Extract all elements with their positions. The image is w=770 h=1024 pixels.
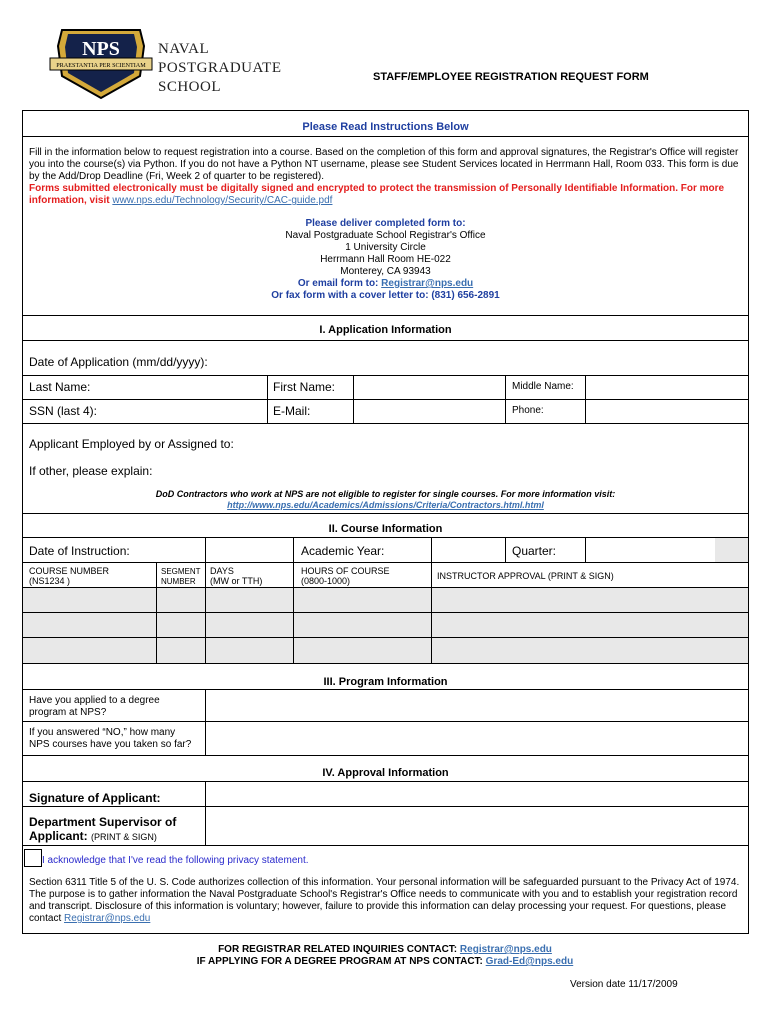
courses-taken-field[interactable] [205, 722, 748, 755]
first-name-label: First Name: [273, 380, 336, 394]
nps-crest-icon [48, 24, 154, 100]
dod-contractor-note [23, 489, 748, 511]
section3-title: III. Program Information [323, 676, 448, 688]
instructions-text [29, 147, 741, 207]
form-title: STAFF/EMPLOYEE REGISTRATION REQUEST FORM [373, 71, 649, 83]
footer-contacts [0, 944, 770, 968]
registrar-email-link[interactable]: Registrar@nps.edu [381, 278, 474, 289]
first-name-field[interactable] [353, 376, 503, 398]
privacy-acknowledgement: I acknowledge that I've read the following privacy statement. [42, 855, 309, 866]
registrar-contact-text: FOR REGISTRAR RELATED INQUIRIES CONTACT: [218, 944, 458, 955]
address-line3: Herrmann Hall Room HE-022 [320, 254, 451, 265]
col-segment-number: SEGMENT NUMBER [161, 567, 201, 586]
deliver-heading: Please deliver completed form to: [305, 218, 466, 229]
applicant-signature-label: Signature of Applicant: [29, 791, 161, 805]
footer-registrar-link[interactable]: Registrar@nps.edu [459, 944, 552, 955]
degree-question: Have you applied to a degree program at NPS? [29, 695, 160, 718]
other-explain-label: If other, please explain: [29, 464, 153, 478]
ssn-label: SSN (last 4): [29, 404, 98, 418]
registration-form [22, 110, 749, 934]
col-hours: HOURS OF COURSE (0800-1000) [301, 566, 390, 586]
applicant-signature-field[interactable] [205, 782, 748, 805]
contractors-link[interactable]: http://www.nps.edu/Academics/Admissions/Criteria/Contractors.html.html [227, 500, 544, 510]
employed-by-label: Applicant Employed by or Assigned to: [29, 437, 234, 451]
privacy-checkbox[interactable] [24, 849, 42, 867]
last-name-field[interactable] [149, 376, 267, 398]
privacy-statement: Section 6311 Title 5 of the U. S. Code authorizes collection of this information. Your personal information will be safeguarded pursuant to the Privacy Act of 1974. The purpose is to gather information the Naval Postgraduate School's Registrar's Office needs to communicate with you and to establish your registration record and transcript. Disclosure of this information is voluntary; however, failure to provide this information can delay processing your request. For questions, please contact Registrar@nps.edu [29, 877, 740, 924]
date-of-instruction-label: Date of Instruction: [29, 544, 130, 558]
course-row-1[interactable] [23, 588, 748, 612]
date-of-instruction-field[interactable] [205, 538, 293, 562]
school-name-line3: SCHOOL [158, 79, 222, 95]
course-row-3[interactable] [23, 638, 748, 663]
privacy-contact-link[interactable]: Registrar@nps.edu [64, 913, 151, 924]
middle-name-field[interactable] [585, 376, 747, 398]
delivery-info [23, 218, 748, 302]
school-name-line2: POSTGRADUATE [158, 60, 282, 76]
nps-logo [48, 24, 154, 100]
logo-text: NPS [82, 38, 120, 60]
section1-title: I. Application Information [319, 324, 452, 336]
section4-title: IV. Approval Information [322, 767, 449, 779]
instructions-heading: Please Read Instructions Below [302, 121, 469, 133]
email-field[interactable] [353, 400, 503, 422]
quarter-label: Quarter: [512, 544, 557, 558]
supervisor-label: Department Supervisor of Applicant: (PRINT & SIGN) [29, 815, 177, 843]
phone-label: Phone: [512, 405, 544, 416]
school-name-line1: NAVAL [158, 41, 210, 57]
academic-year-field[interactable] [431, 538, 503, 562]
address-line4: Monterey, CA 93943 [340, 266, 431, 277]
address-line1: Naval Postgraduate School Registrar's Office [285, 230, 486, 241]
col-instructor-approval: INSTRUCTOR APPROVAL (PRINT & SIGN) [437, 571, 614, 581]
course-row-2[interactable] [23, 613, 748, 637]
phone-field[interactable] [585, 400, 747, 422]
logo-motto: PRAESTANTIA PER SCIENTIAM [56, 62, 146, 69]
fax-instruction: Or fax form with a cover letter to: (831) 656-2891 [271, 290, 500, 301]
academic-year-label: Academic Year: [301, 544, 385, 558]
version-date: Version date 11/17/2009 [570, 979, 678, 990]
date-of-application-label: Date of Application (mm/dd/yyyy): [29, 355, 208, 369]
grad-ed-contact-text: IF APPLYING FOR A DEGREE PROGRAM AT NPS CONTACT: [196, 956, 483, 967]
email-label: E-Mail: [273, 404, 311, 418]
quarter-field[interactable] [585, 538, 715, 562]
cac-guide-link[interactable]: www.nps.edu/Technology/Security/CAC-guide.pdf [112, 195, 333, 206]
instructions-paragraph: Fill in the information below to request registration into a course. Based on the completion of this form and approval signatures, the Registrar's Office will register you into the course(s) via Python. If you do not have a Python NT username, please see Student Services located in Herrmann Hall, Room 033. This form is due by the Add/Drop Deadline (Fri, Week 2 of quarter to be registered). [29, 147, 739, 182]
email-instruction: Or email form to: [297, 278, 379, 289]
ssn-field[interactable] [149, 400, 267, 422]
courses-taken-question: If you answered “NO,” how many NPS courses have you taken so far? [29, 727, 192, 750]
col-course-number: COURSE NUMBER (NS1234 ) [29, 566, 110, 586]
footer-grad-ed-link[interactable]: Grad-Ed@nps.edu [485, 956, 574, 967]
col-days: DAYS (MW or TTH) [210, 566, 263, 586]
last-name-label: Last Name: [29, 380, 91, 394]
middle-name-label: Middle Name: [512, 381, 574, 392]
address-line2: 1 University Circle [345, 242, 426, 253]
school-name [158, 40, 282, 97]
dod-note-text: DoD Contractors who work at NPS are not eligible to register for single courses. For more information visit: [155, 489, 616, 499]
section2-title: II. Course Information [328, 523, 443, 535]
supervisor-signature-field[interactable] [205, 807, 748, 844]
degree-answer-field[interactable] [205, 690, 748, 720]
encryption-warning: Forms submitted electronically must be digitally signed and encrypted to protect the transmission of Personally Identifiable Information. For more information, visit [29, 183, 725, 206]
